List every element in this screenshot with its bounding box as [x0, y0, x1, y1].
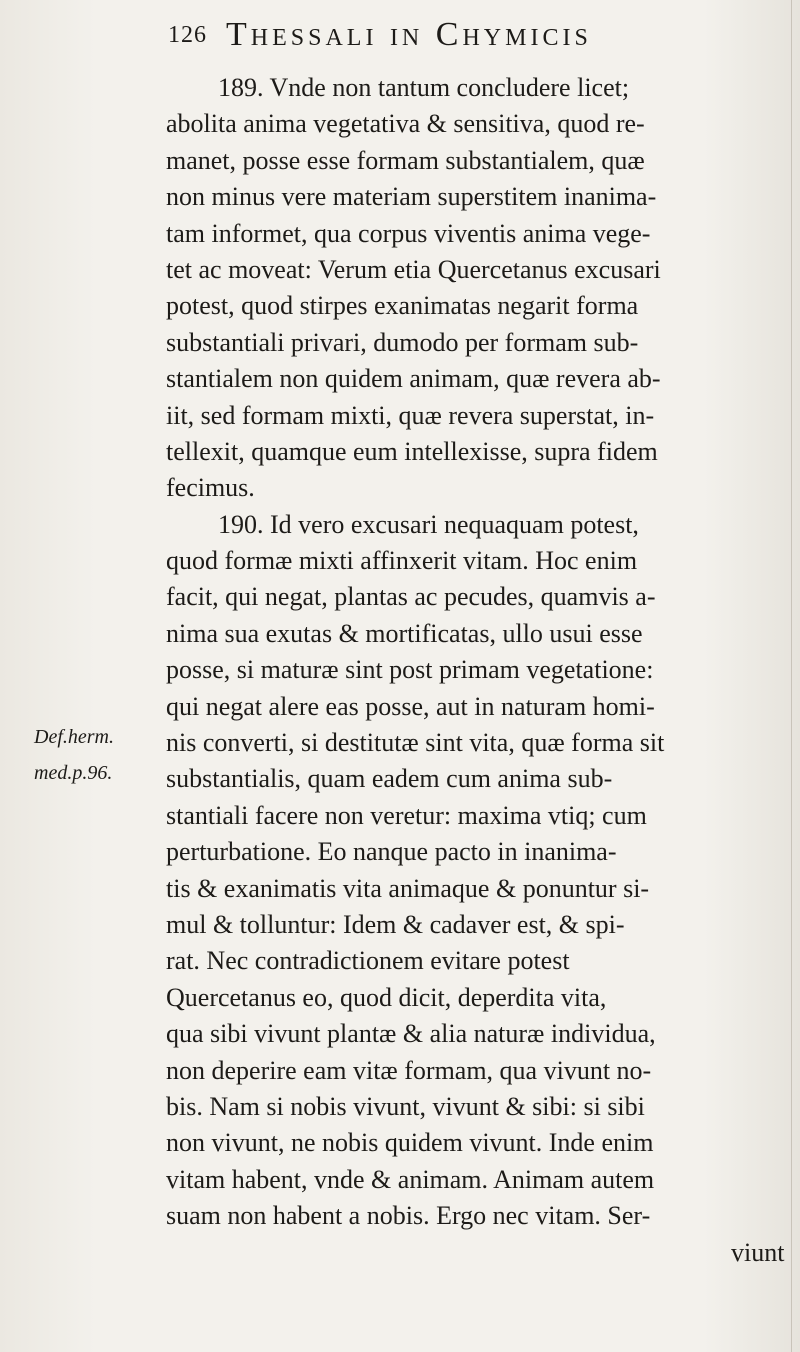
text-line: fecimus.: [166, 473, 255, 503]
text-line: mul & tolluntur: Idem & cadaver est, & spi-: [166, 909, 625, 939]
text-line: tam informet, qua corpus viventis anima vege-: [166, 218, 651, 248]
running-head: Thessali in Chymicis: [226, 16, 592, 53]
text-line: qui negat alere eas posse, aut in naturam homi-: [166, 691, 655, 721]
text-line: stantiali facere non veretur: maxima vtiq; cum: [166, 800, 647, 830]
page-number: 126: [168, 22, 207, 48]
text-line: substantialis, quam eadem cum anima sub-: [166, 764, 613, 794]
text-line: stantialem non quidem animam, quæ revera ab-: [166, 364, 661, 394]
text-line: non vivunt, ne nobis quidem vivunt. Inde enim: [166, 1128, 654, 1158]
text-line: nima sua exutas & mortificatas, ullo usui esse: [166, 618, 643, 648]
text-line: 189. Vnde non tantum concludere licet;: [218, 73, 630, 102]
text-line: quod formæ mixti affinxerit vitam. Hoc enim: [166, 546, 638, 576]
body-text: [166, 70, 796, 1271]
text-line: qua sibi vivunt plantæ & alia naturæ individua,: [166, 1019, 656, 1049]
text-line: potest, quod stirpes exanimatas negarit forma: [166, 291, 639, 321]
page-header: [168, 18, 800, 58]
text-line: nis converti, si destitutæ sint vita, quæ forma sit: [166, 728, 665, 758]
text-line: abolita anima vegetativa & sensitiva, quod re-: [166, 109, 645, 139]
text-line: Quercetanus eo, quod dicit, deperdita vita,: [166, 982, 607, 1012]
text-line: non deperire eam vitæ formam, qua vivunt no-: [166, 1055, 652, 1085]
text-line: iit, sed formam mixti, quæ revera superstat, in-: [166, 400, 655, 430]
text-line: vitam habent, vnde & animam. Animam autem: [166, 1164, 655, 1194]
text-line: rat. Nec contradictionem evitare potest: [166, 946, 570, 976]
text-line: substantiali privari, dumodo per formam sub-: [166, 327, 639, 357]
text-line: tis & exanimatis vita animaque & ponuntur si-: [166, 873, 650, 903]
text-line: tellexit, quamque eum intellexisse, supra fidem: [166, 436, 658, 466]
text-line: posse, si maturæ sint post primam vegetatione:: [166, 655, 654, 685]
margin-note: med.p.96.: [34, 762, 113, 784]
text-line: perturbatione. Eo nanque pacto in inanima-: [166, 837, 617, 867]
text-line: bis. Nam si nobis vivunt, vivunt & sibi: si sibi: [166, 1091, 645, 1121]
catchword: viunt: [731, 1237, 785, 1267]
text-line: tet ac moveat: Verum etia Quercetanus excusari: [166, 254, 661, 284]
margin-note: Def.herm.: [34, 726, 114, 748]
text-line: facit, qui negat, plantas ac pecudes, quamvis a-: [166, 582, 656, 612]
text-line: suam non habent a nobis. Ergo nec vitam. Ser-: [166, 1201, 651, 1231]
text-line: 190. Id vero excusari nequaquam potest,: [218, 509, 639, 539]
text-line: manet, posse esse formam substantialem, quæ: [166, 145, 645, 175]
text-line: non minus vere materiam superstitem inanima-: [166, 182, 657, 212]
